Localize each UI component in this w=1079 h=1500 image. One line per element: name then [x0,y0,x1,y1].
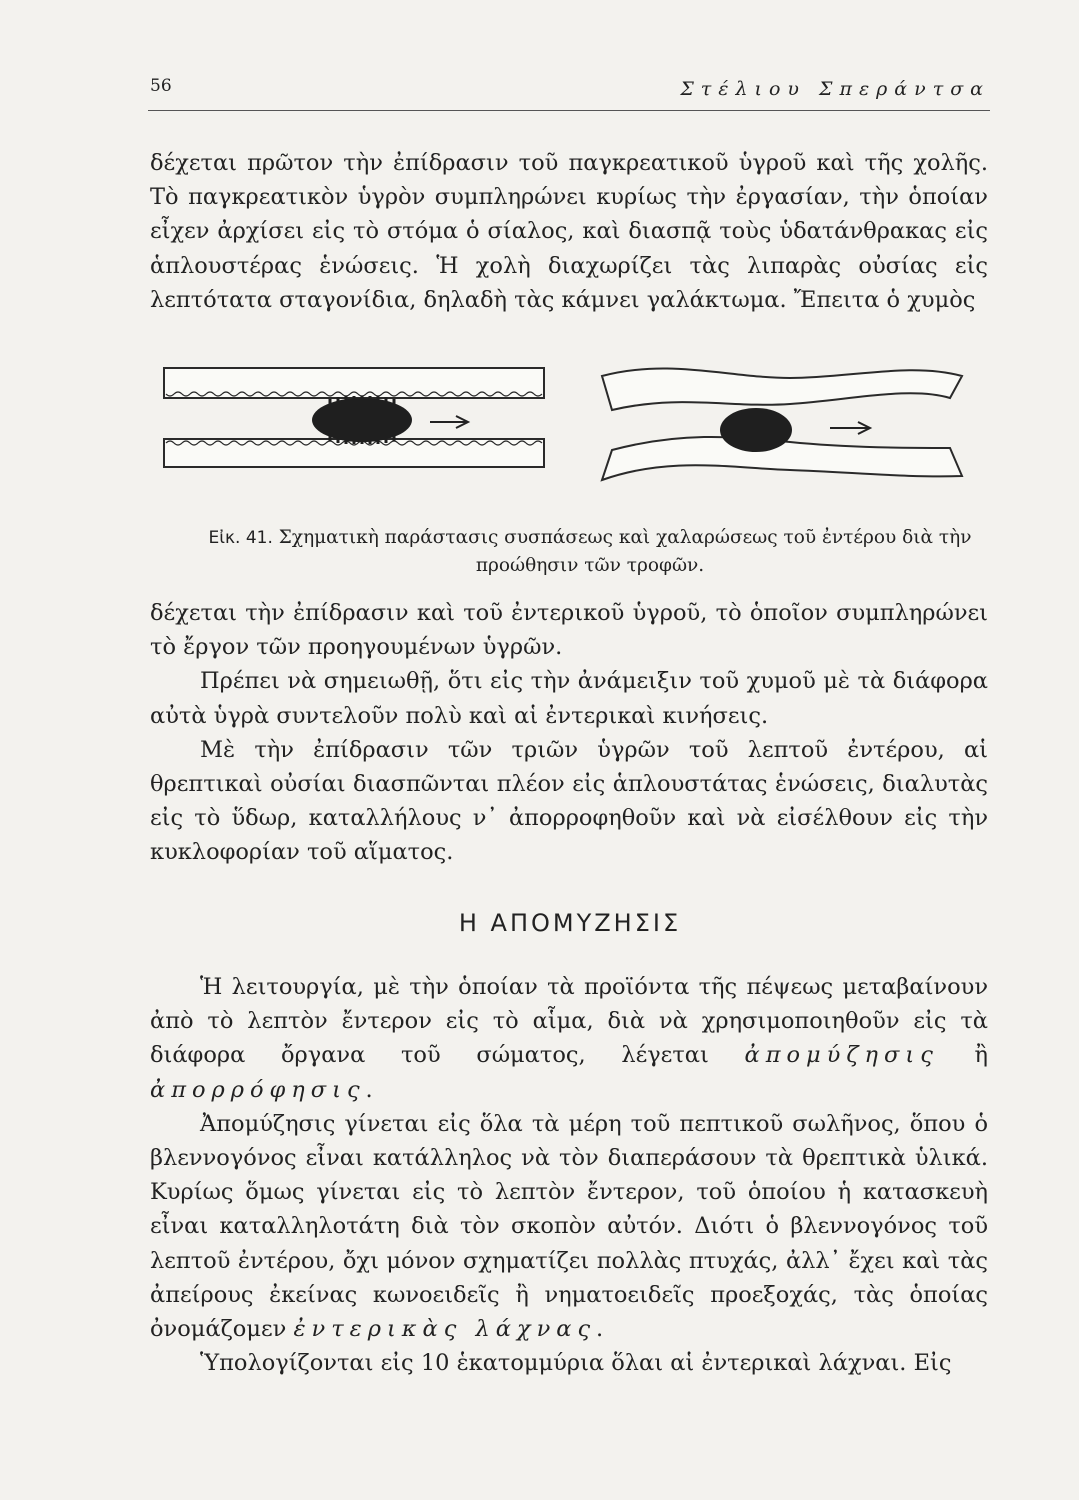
tube-upper-wall [164,368,544,398]
caption-text: Σχηματικὴ παράστασις συσπάσεως καὶ χαλαρώσεως τοῦ ἐντέρου διὰ τὴν προώθησιν τῶν τροφῶν. [278,527,972,576]
paragraph-text: Ἀπομύζησις γίνεται εἰς ὅλα τὰ μέρη τοῦ πεπτικοῦ σωλῆνος, ὅπου ὁ βλεννογόνος εἶναι κατάλληλος νὰ τὸν διαπεράσουν τὰ θρεπτικὰ ὑλικά. Κυρίως ὅμως γίνεται εἰς τὸ λεπτὸν ἔντερον, τοῦ ὁποίου ἡ κατασκευὴ εἶναι καταλληλοτάτη διὰ τὸν σκοπὸν αὐτόν. Διότι ὁ βλεννογόνος τοῦ λεπτοῦ ἐντέρου, ὄχι μόνον σχηματίζει πολλὰς πτυχάς, ἀλλ᾽ ἔχει καὶ τὰς ἀπείρους ἐκείνας κωνοειδεῖς ἢ νηματοειδεῖς προεξοχάς, τὰς ὁποίας ὀνομάζομεν [150,1110,988,1343]
paragraph [150,1107,988,1346]
text-top [150,146,988,317]
figure-intestine [150,352,990,502]
caption-label: Εἰκ. 41. [208,528,273,548]
page-number: 56 [150,76,172,96]
term-enterikes-lachnes: ἐντερικὰς λάχνας [293,1316,597,1343]
section-heading: Η ΑΠΟΜΥΖΗΣΙΣ [458,909,682,937]
term-aporrofisis: ἀπορρόφησις [150,1076,366,1103]
period: . [365,1076,373,1103]
paragraph-text: Ἡ λειτουργία, μὲ τὴν ὁποίαν τὰ προϊόντα τῆς πέψεως μεταβαίνουν ἀπὸ τὸ λεπτὸν ἔντερον εἰς τὸ αἷμα, διὰ νὰ χρησιμοποιηθοῦν εἰς τὰ διάφορα ὄργανα τοῦ σώματος, λέγεται [150,974,988,1069]
term-apomyzisis: ἀπομύζησις [744,1042,939,1069]
figure-caption [190,524,990,580]
period: . [596,1316,604,1343]
header-rule [148,110,990,111]
paragraph: Ὑπολογίζονται εἰς 10 ἑκατομμύρια ὅλαι αἱ ἐντερικαὶ λάχναι. Εἰς [200,1350,952,1377]
paragraph: Μὲ τὴν ἐπίδρασιν τῶν τριῶν ὑγρῶν τοῦ λεπτοῦ ἐντέρου, αἱ θρεπτικαὶ οὐσίαι διασπῶνται πλέον εἰς ἁπλουστάτας ἑνώσεις, διαλυτὰς εἰς τὸ ὕδωρ, καταλλήλους ν᾽ ἀπορροφηθοῦν καὶ νὰ εἰσέλθουν εἰς τὴν κυκλοφορίαν τοῦ αἵματος. [150,736,988,866]
paragraph [150,970,988,1107]
running-head: Στέλιου Σπεράντσα [680,78,990,100]
paragraph: Πρέπει νὰ σημειωθῇ, ὅτι εἰς τὴν ἀνάμειξιν τοῦ χυμοῦ μὲ τὰ διάφορα αὐτὰ ὑγρὰ συντελοῦν πολὺ καὶ αἱ ἐντερικαὶ κινήσεις. [150,668,988,729]
paragraph: δέχεται πρῶτον τὴν ἐπίδρασιν τοῦ παγκρεατικοῦ ὑγροῦ καὶ τῆς χολῆς. Τὸ παγκρεατικὸν ὑγρὸν συμπληρώνει κυρίως τὴν ἐργασίαν, τὴν ὁποίαν εἶχεν ἀρχίσει εἰς τὸ στόμα ὁ σίαλος, καὶ διασπᾷ τοὺς ὑδατάνθρακας εἰς ἁπλουστέρας ἑνώσεις. Ἡ χολὴ διαχωρίζει τὰς λιπαρὰς οὐσίας εἰς λεπτότατα σταγονίδια, δηλαδὴ τὰς κάμνει γαλάκτωμα. Ἔπειτα ὁ χυμὸς [150,150,988,313]
wavy-tube-upper [602,368,962,410]
paragraph: δέχεται τὴν ἐπίδρασιν καὶ τοῦ ἐντερικοῦ ὑγροῦ, τὸ ὁποῖον συμπληρώνει τὸ ἔργον τῶν προηγουμένων ὑγρῶν. [150,600,988,661]
text-middle [150,596,988,870]
intestine-diagram [150,352,990,502]
food-bolus-right [720,408,792,452]
text-section [150,970,988,1380]
page-header [150,76,990,112]
conjunction: ἢ [974,1042,988,1069]
